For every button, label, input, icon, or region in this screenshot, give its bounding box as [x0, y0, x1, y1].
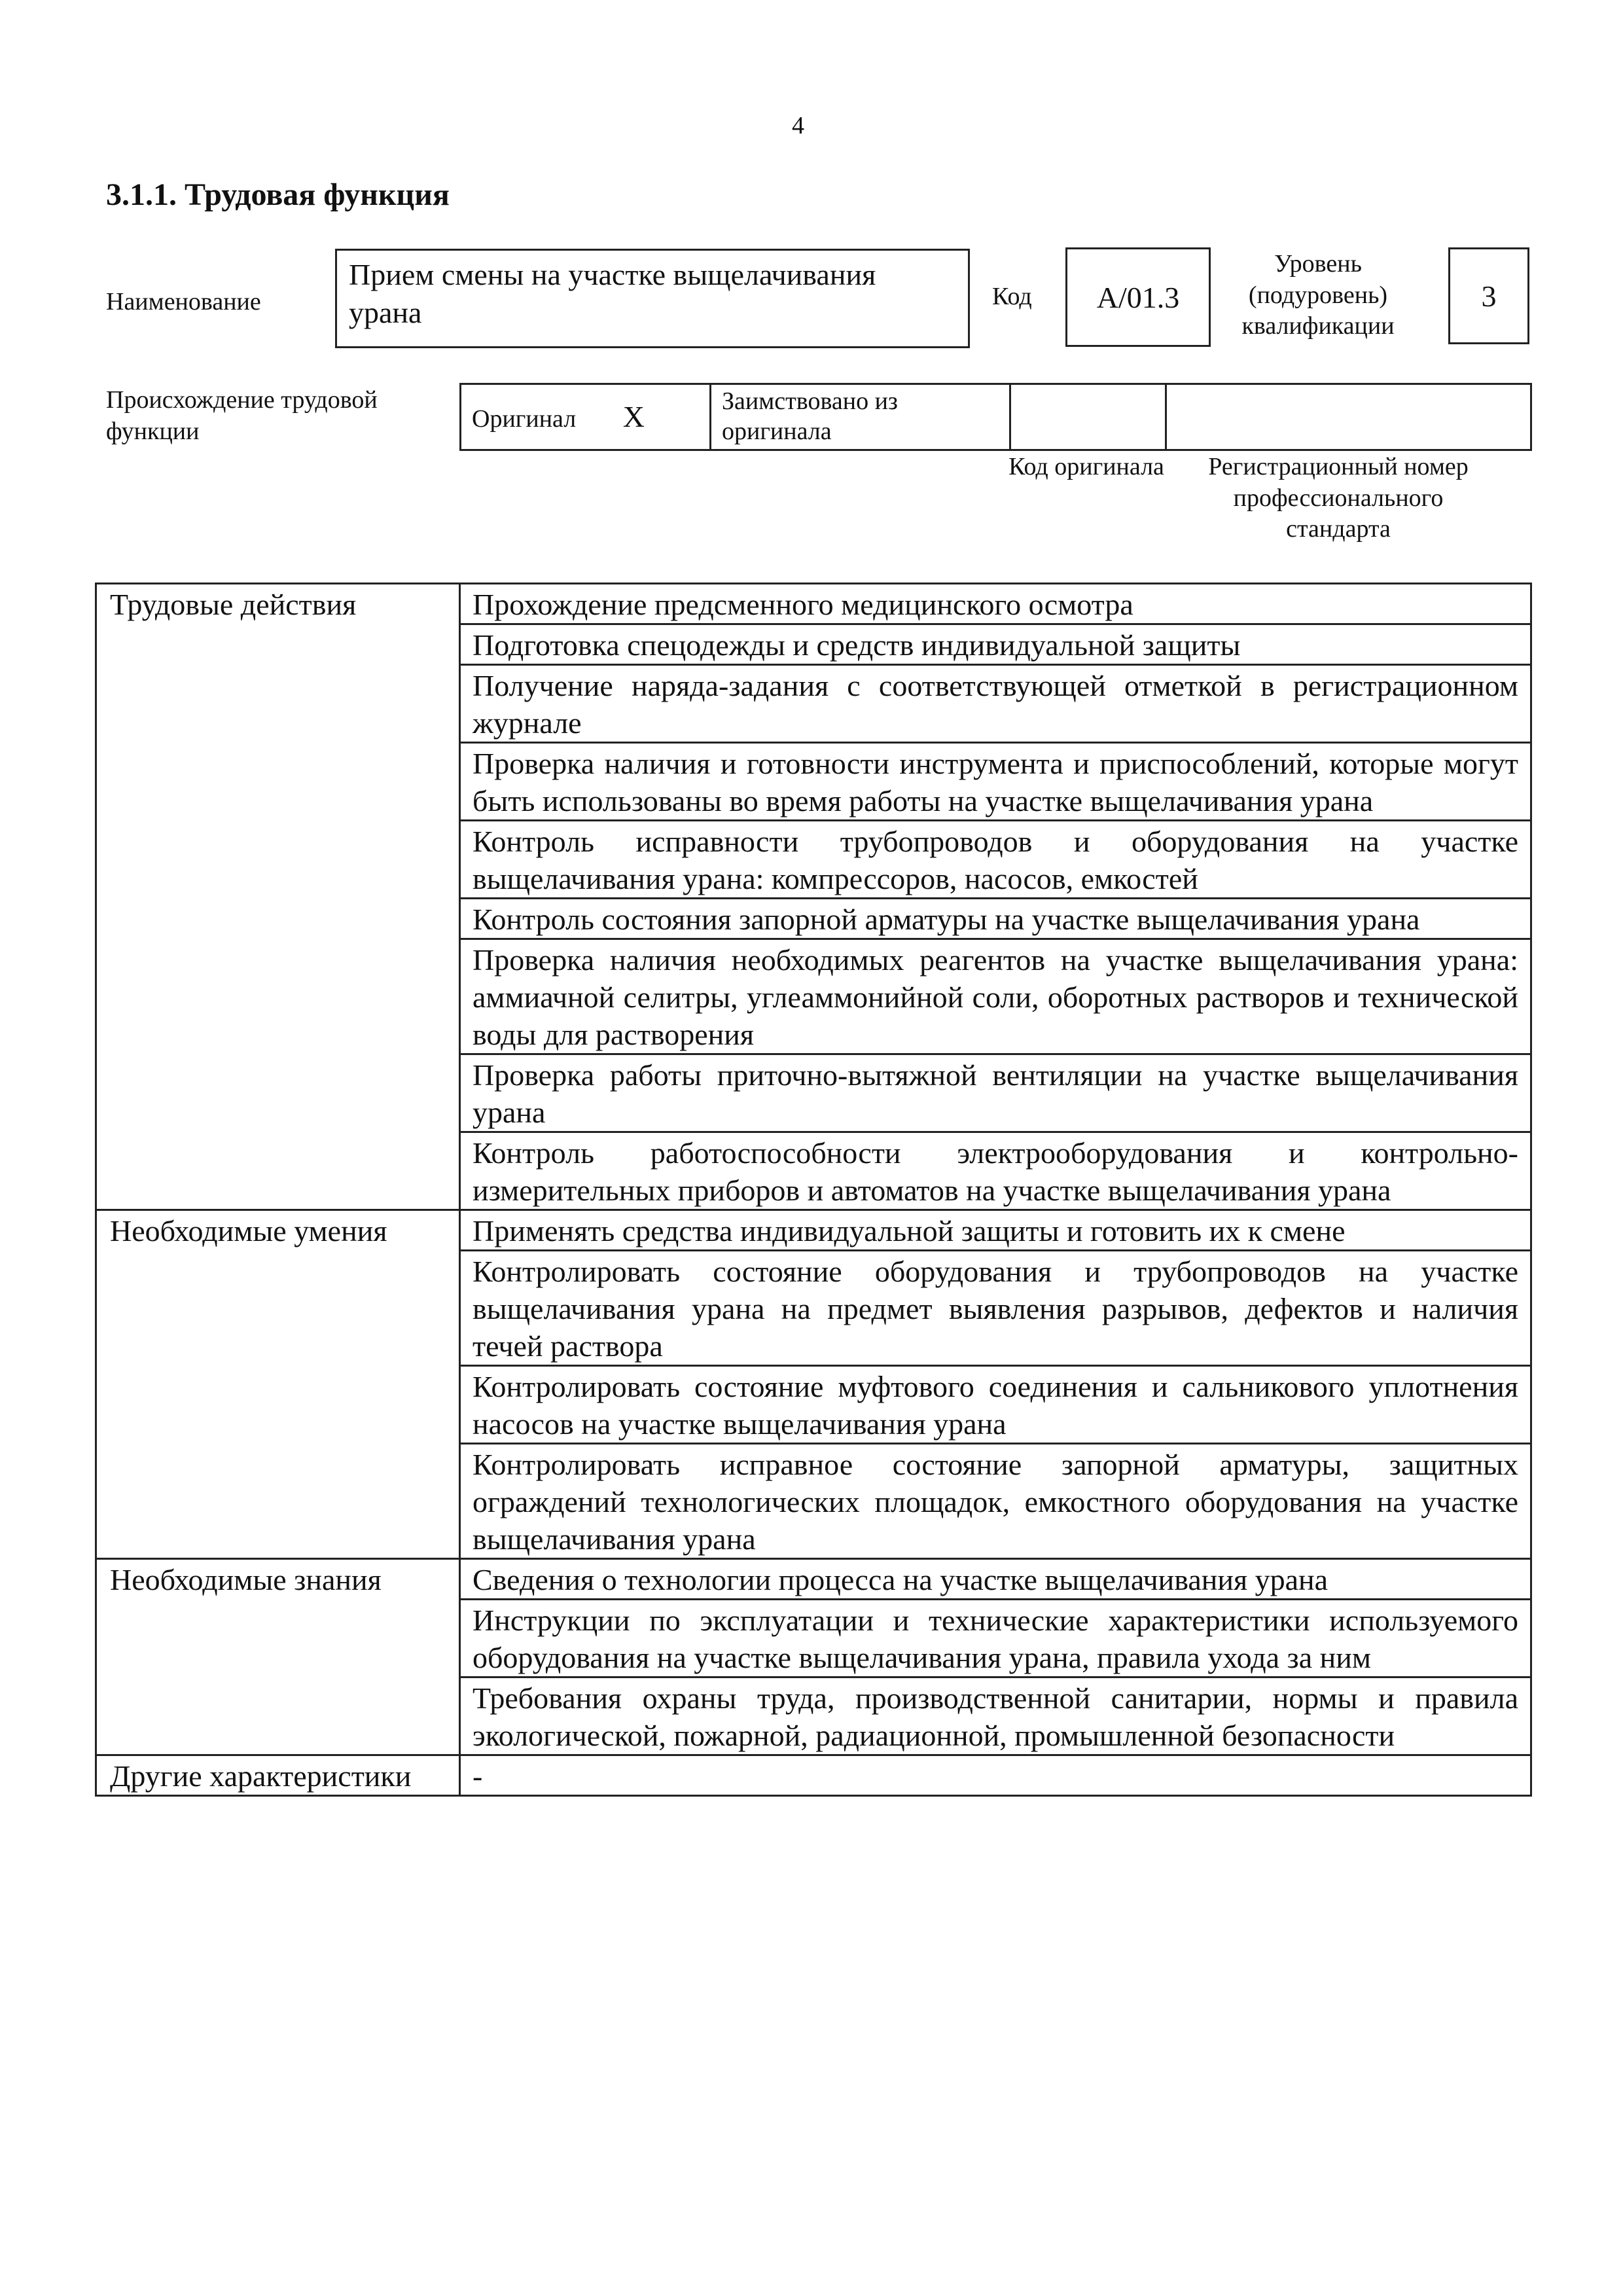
- table-cell: Контроль работоспособности электрооборудования и контрольно-измерительных приборов и автоматов на участке выщелачивания урана: [460, 1132, 1531, 1210]
- table-cell: Контроль состояния запорной арматуры на участке выщелачивания урана: [460, 899, 1531, 939]
- table-cell: Получение наряда-задания с соответствующей отметкой в регистрационном журнале: [460, 665, 1531, 743]
- table-cell: Контролировать исправное состояние запорной арматуры, защитных ограждений технологических площадок, емкостного оборудования на участке выщелачивания урана: [460, 1444, 1531, 1559]
- category-cell: Необходимые умения: [96, 1210, 460, 1559]
- code-original-caption: Код оригинала: [1008, 453, 1164, 480]
- original-mark: X: [622, 400, 645, 434]
- main-table: [95, 583, 1532, 1797]
- table-cell: Применять средства индивидуальной защиты и готовить их к смене: [460, 1210, 1531, 1251]
- table-cell: Подготовка спецодежды и средств индивидуальной защиты: [460, 624, 1531, 665]
- table-cell: Контролировать состояние оборудования и трубопроводов на участке выщелачивания урана на предмет выявления разрывов, дефектов и наличия течей раствора: [460, 1251, 1531, 1366]
- table-cell: Сведения о технологии процесса на участке выщелачивания урана: [460, 1559, 1531, 1600]
- table-row: [96, 1755, 1531, 1796]
- table-row: [96, 1210, 1531, 1251]
- table-cell: Инструкции по эксплуатации и технические характеристики используемого оборудования на участке выщелачивания урана, правила ухода за ним: [460, 1600, 1531, 1677]
- category-cell: Необходимые знания: [96, 1559, 460, 1755]
- code-original-cell: [1010, 384, 1166, 450]
- table-cell: Проверка наличия и готовности инструмента и приспособлений, которые могут быть использованы во время работы на участке выщелачивания урана: [460, 743, 1531, 821]
- table-cell: Контроль исправности трубопроводов и оборудования на участке выщелачивания урана: компрессоров, насосов, емкостей: [460, 821, 1531, 899]
- table-cell: Проверка работы приточно-вытяжной вентиляции на участке выщелачивания урана: [460, 1054, 1531, 1132]
- category-cell: Трудовые действия: [96, 584, 460, 1210]
- code-value: А/01.3: [1065, 247, 1211, 347]
- table-cell: Требования охраны труда, производственной санитарии, нормы и правила экологической, пожарной, радиационной, промышленной безопасности: [460, 1677, 1531, 1755]
- borrowed-label: Заимствовано из оригинала: [711, 384, 1010, 450]
- table-cell: Проверка наличия необходимых реагентов на участке выщелачивания урана: аммиачной селитры, углеаммонийной соли, оборотных растворов и технической воды для растворения: [460, 939, 1531, 1054]
- table-cell: Контролировать состояние муфтового соединения и сальникового уплотнения насосов на участке выщелачивания урана: [460, 1366, 1531, 1444]
- name-label: Наименование: [106, 288, 261, 315]
- origin-label: Происхождение трудовой функции: [106, 386, 378, 445]
- reg-number-caption: Регистрационный номер профессионального стандарта: [1208, 453, 1469, 543]
- table-row: [96, 1559, 1531, 1600]
- name-value: Прием смены на участке выщелачивания урана: [335, 249, 970, 348]
- original-label: Оригинал: [472, 405, 577, 433]
- table-cell: Прохождение предсменного медицинского осмотра: [460, 584, 1531, 624]
- table-cell: -: [460, 1755, 1531, 1796]
- level-value: 3: [1448, 247, 1529, 344]
- table-row: [96, 584, 1531, 624]
- page-number: 4: [792, 112, 804, 139]
- category-cell: Другие характеристики: [96, 1755, 460, 1796]
- section-title: 3.1.1. Трудовая функция: [106, 177, 450, 212]
- level-label: Уровень (подуровень) квалификации: [1241, 250, 1395, 340]
- reg-number-cell: [1166, 384, 1531, 450]
- code-label: Код: [992, 283, 1032, 310]
- origin-original-cell: [461, 384, 711, 450]
- origin-table: [459, 383, 1532, 451]
